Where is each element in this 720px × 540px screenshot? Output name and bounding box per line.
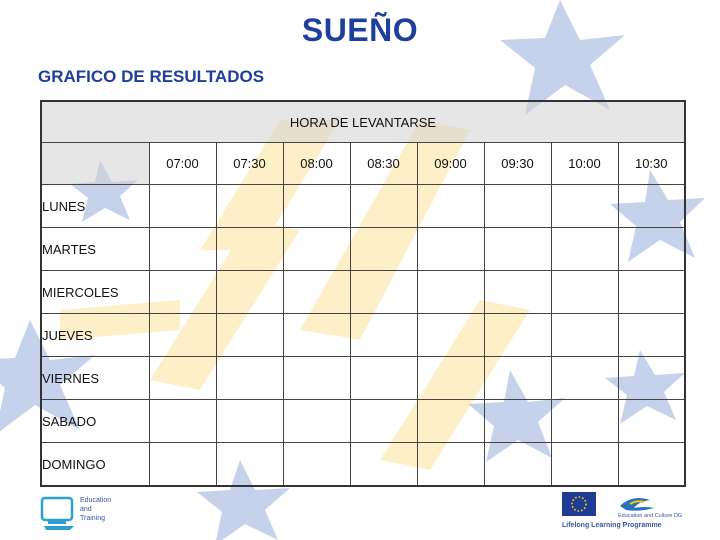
- result-cell[interactable]: [618, 271, 685, 314]
- result-cell[interactable]: [149, 228, 216, 271]
- education-training-logo: [40, 492, 120, 532]
- day-label: DOMINGO: [41, 443, 149, 487]
- result-cell[interactable]: [417, 271, 484, 314]
- day-row: [41, 357, 685, 400]
- result-cell[interactable]: [551, 443, 618, 487]
- result-cell[interactable]: [551, 228, 618, 271]
- result-cell[interactable]: [484, 228, 551, 271]
- day-row: [41, 443, 685, 487]
- result-cell[interactable]: [350, 357, 417, 400]
- result-cell[interactable]: [149, 185, 216, 228]
- result-cell[interactable]: [417, 357, 484, 400]
- day-label: LUNES: [41, 185, 149, 228]
- result-cell[interactable]: [618, 228, 685, 271]
- day-row: [41, 400, 685, 443]
- bird-icon: [620, 498, 654, 511]
- page-title: SUEÑO: [301, 12, 419, 48]
- time-header: 09:30: [484, 143, 551, 185]
- time-header: 07:30: [216, 143, 283, 185]
- result-cell[interactable]: [484, 185, 551, 228]
- time-header-row: [41, 143, 685, 185]
- result-cell[interactable]: [417, 185, 484, 228]
- result-cell[interactable]: [618, 400, 685, 443]
- corner-cell: [41, 143, 149, 185]
- result-cell[interactable]: [149, 314, 216, 357]
- day-label: SABADO: [41, 400, 149, 443]
- result-cell[interactable]: [350, 400, 417, 443]
- day-row: [41, 314, 685, 357]
- time-header: 09:00: [417, 143, 484, 185]
- logo-programme: Lifelong Learning Programme: [562, 522, 662, 529]
- result-cell[interactable]: [283, 314, 350, 357]
- result-cell[interactable]: [618, 357, 685, 400]
- result-cell[interactable]: [216, 400, 283, 443]
- result-cell[interactable]: [283, 228, 350, 271]
- result-cell[interactable]: [149, 357, 216, 400]
- result-cell[interactable]: [551, 357, 618, 400]
- result-cell[interactable]: [484, 357, 551, 400]
- results-table: [40, 100, 686, 487]
- result-cell[interactable]: [350, 185, 417, 228]
- result-cell[interactable]: [149, 443, 216, 487]
- result-cell[interactable]: [350, 314, 417, 357]
- table-header-row: [41, 101, 685, 143]
- result-cell[interactable]: [551, 400, 618, 443]
- result-cell[interactable]: [484, 314, 551, 357]
- day-row: [41, 271, 685, 314]
- time-header: 08:30: [350, 143, 417, 185]
- result-cell[interactable]: [283, 400, 350, 443]
- time-header: 10:00: [551, 143, 618, 185]
- result-cell[interactable]: [216, 228, 283, 271]
- time-header: 08:00: [283, 143, 350, 185]
- result-cell[interactable]: [417, 400, 484, 443]
- table-header: HORA DE LEVANTARSE: [41, 101, 685, 143]
- time-header: 07:00: [149, 143, 216, 185]
- result-cell[interactable]: [350, 443, 417, 487]
- result-cell[interactable]: [551, 271, 618, 314]
- result-cell[interactable]: [350, 228, 417, 271]
- eu-flag-icon: [562, 492, 596, 516]
- result-cell[interactable]: [216, 443, 283, 487]
- result-cell[interactable]: [417, 228, 484, 271]
- result-cell[interactable]: [551, 185, 618, 228]
- result-cell[interactable]: [216, 185, 283, 228]
- logo-line-1: Education: [80, 497, 112, 504]
- result-cell[interactable]: [417, 443, 484, 487]
- result-cell[interactable]: [216, 314, 283, 357]
- logo-line-2: and: [80, 506, 92, 513]
- day-label: VIERNES: [41, 357, 149, 400]
- result-cell[interactable]: [283, 443, 350, 487]
- result-cell[interactable]: [149, 271, 216, 314]
- computer-icon: [42, 498, 74, 530]
- day-row: [41, 185, 685, 228]
- day-label: MIERCOLES: [41, 271, 149, 314]
- day-row: [41, 228, 685, 271]
- result-cell[interactable]: [283, 185, 350, 228]
- logo-caption: Education and Culture DG: [618, 513, 683, 519]
- result-cell[interactable]: [551, 314, 618, 357]
- result-cell[interactable]: [149, 400, 216, 443]
- result-cell[interactable]: [216, 357, 283, 400]
- time-header: 10:30: [618, 143, 685, 185]
- lifelong-learning-logo: [560, 490, 690, 532]
- result-cell[interactable]: [283, 271, 350, 314]
- result-cell[interactable]: [417, 314, 484, 357]
- result-cell[interactable]: [283, 357, 350, 400]
- result-cell[interactable]: [618, 185, 685, 228]
- logo-line-3: Training: [80, 515, 106, 522]
- day-label: MARTES: [41, 228, 149, 271]
- result-cell[interactable]: [350, 271, 417, 314]
- result-cell[interactable]: [618, 443, 685, 487]
- result-cell[interactable]: [484, 400, 551, 443]
- result-cell[interactable]: [484, 443, 551, 487]
- result-cell[interactable]: [618, 314, 685, 357]
- page-subtitle: GRAFICO DE RESULTADOS: [38, 67, 265, 86]
- day-label: JUEVES: [41, 314, 149, 357]
- result-cell[interactable]: [216, 271, 283, 314]
- result-cell[interactable]: [484, 271, 551, 314]
